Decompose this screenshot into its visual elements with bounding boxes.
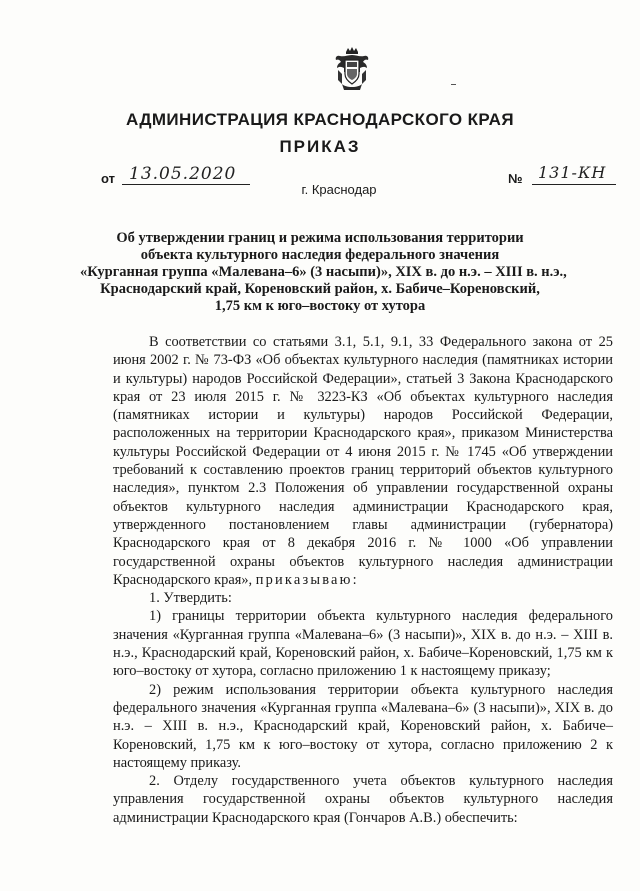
order-word: приказываю:	[255, 571, 359, 588]
title-line: Краснодарский край, Кореновский район, х. Бабиче–Кореновский,	[100, 281, 540, 297]
document-type: ПРИКАЗ	[279, 137, 361, 156]
city-name: г. Краснодар	[301, 182, 377, 197]
item-1-1-paragraph: 1) границы территории объекта культурного наследия федерального значения «Курганная группа «Малевана–6» (3 насыпи)», XIX в. до н.э. – XIII в. н.э., Краснодарский край, Кореновский район, х. Бабиче–Кореновский, 1,75 км к юго–востоку от хутора, согласно приложению 1 к настоящему приказу;	[113, 608, 613, 680]
scan-speck	[451, 84, 456, 85]
preamble-text: В соответствии со статьями 3.1, 5.1, 9.1, 33 Федерального закона от 25 июня 2002 г. № 73-ФЗ «Об объектах культурного наследия (памятниках истории и культуры) народов Российской Федерации», статьей 3 Закона Краснодарского края от 23 июля 2015 г. № 3223-КЗ «Об объектах культурного наследия (памятниках истории и культуры) народов Российской Федерации, расположенных на территории Краснодарского края», приказом Министерства культуры Российской Федерации от 4 июня 2015 г. № 1745 «Об утверждении требований к составлению проектов границ территорий объектов культурного наследия», пунктом 2.3 Положения об управлении государственной охраны объектов культурного наследия администрации Краснодарского края, утвержденного постановлением главы администрации (губернатора) Краснодарского края от 8 декабря 2016 г. № 1000 «Об управлении государственной охраны объектов культурного наследия администрации Краснодарского края»,	[113, 334, 613, 588]
item-2-paragraph: 2. Отделу государственного учета объектов культурного наследия управления государственной охраны объектов культурного наследия администрации Краснодарского края (Гончаров А.В.) обеспечить:	[113, 773, 613, 826]
item-1-2-paragraph: 2) режим использования территории объекта культурного наследия федерального значения «Курганная группа «Малевана–6» (3 насыпи)», XIX в. до н.э. – XIII в. н.э., Краснодарский край, Кореновский район, х. Бабиче–Кореновский, 1,75 км к юго–востоку от хутора, согласно приложению 2 к настоящему приказу.	[113, 681, 613, 771]
document-title	[80, 230, 567, 315]
handwritten-number: 131-КН	[538, 163, 607, 182]
item-1-paragraph: 1. Утвердить:	[149, 590, 232, 607]
preamble-paragraph	[113, 333, 613, 589]
title-line: Об утверждении границ и режима использования территории	[116, 230, 524, 246]
title-line: объекта культурного наследия федерального значения	[140, 247, 500, 263]
handwritten-date: 13.05.2020	[129, 164, 237, 184]
organization-name: АДМИНИСТРАЦИЯ КРАСНОДАРСКОГО КРАЯ	[126, 110, 514, 129]
document-body	[113, 333, 613, 827]
title-line: 1,75 км к юго–востоку от хутора	[214, 298, 426, 314]
title-line: «Курганная группа «Малевана–6» (3 насыпи)», XIX в. до н.э. – XIII в. н.э.,	[80, 264, 567, 280]
date-prefix: от	[101, 171, 115, 186]
number-prefix: №	[508, 171, 523, 186]
coat-of-arms-icon	[332, 46, 372, 92]
